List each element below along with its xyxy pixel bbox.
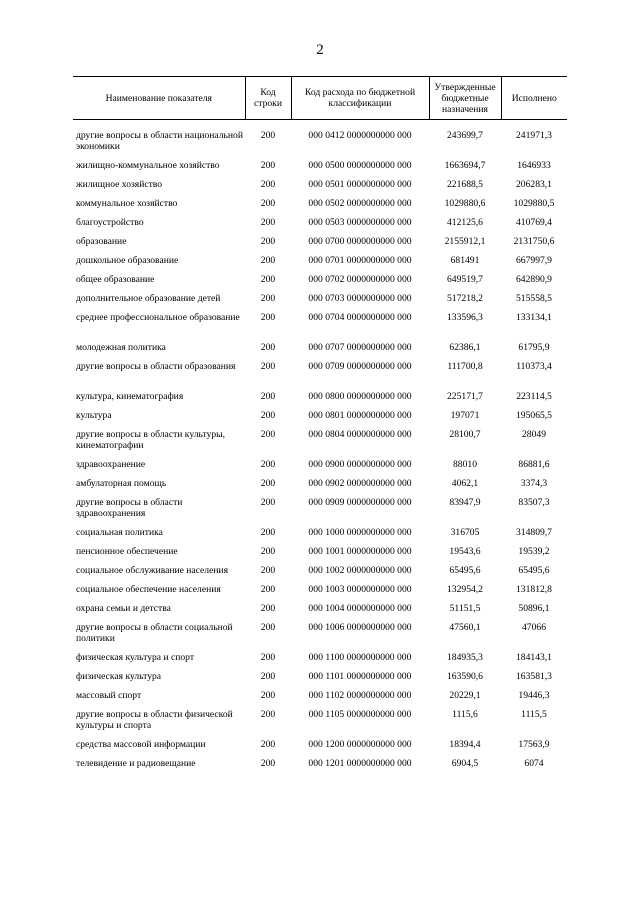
row-approved-value: 28100,7 xyxy=(449,429,481,440)
row-executed-value: 667997,9 xyxy=(516,255,552,266)
row-classification-code: 000 1001 0000000000 000 xyxy=(308,546,412,557)
row-approved-value: 1029880,6 xyxy=(444,198,486,209)
table-row xyxy=(73,198,567,217)
table-row xyxy=(73,652,567,671)
row-approved-value: 1663694,7 xyxy=(444,160,486,171)
row-approved-value: 83947,9 xyxy=(449,497,481,508)
row-indicator-name: пенсионное обеспечение xyxy=(76,546,178,557)
row-line-code: 200 xyxy=(260,565,276,576)
row-line-code: 200 xyxy=(260,546,276,557)
row-classification-code: 000 0702 0000000000 000 xyxy=(308,274,412,285)
row-line-code: 200 xyxy=(260,293,276,304)
row-classification-code: 000 0707 0000000000 000 xyxy=(308,342,412,353)
row-executed-value: 1029880,5 xyxy=(513,198,555,209)
row-approved-value: 243699,7 xyxy=(447,130,483,141)
row-indicator-name: среднее профессиональное образование xyxy=(76,312,240,323)
row-indicator-name: здравоохранение xyxy=(76,459,146,470)
row-classification-code: 000 1000 0000000000 000 xyxy=(308,527,412,538)
row-indicator-name: физическая культура xyxy=(76,671,162,682)
table-row xyxy=(73,391,567,410)
row-indicator-name: средства массовой информации xyxy=(76,739,206,750)
table-row xyxy=(73,459,567,478)
row-classification-code: 000 0700 0000000000 000 xyxy=(308,236,412,247)
row-indicator-name: жилищно-коммунальное хозяйство xyxy=(76,160,220,171)
row-executed-value: 50896,1 xyxy=(518,603,550,614)
row-classification-code: 000 1201 0000000000 000 xyxy=(308,758,412,769)
row-approved-value: 18394,4 xyxy=(449,739,481,750)
row-line-code: 200 xyxy=(260,217,276,228)
row-approved-value: 2155912,1 xyxy=(444,236,486,247)
row-executed-value: 65495,6 xyxy=(518,565,550,576)
budget-execution-table xyxy=(73,76,567,777)
row-executed-value: 17563,9 xyxy=(518,739,550,750)
row-indicator-name: другие вопросы в области национальной экономики xyxy=(76,130,243,152)
row-line-code: 200 xyxy=(260,410,276,421)
row-indicator-name: молодежная политика xyxy=(76,342,166,353)
row-approved-value: 1115,6 xyxy=(452,709,478,720)
row-line-code: 200 xyxy=(260,497,276,508)
row-approved-value: 316705 xyxy=(450,527,480,538)
row-classification-code: 000 1002 0000000000 000 xyxy=(308,565,412,576)
row-classification-code: 000 0709 0000000000 000 xyxy=(308,361,412,372)
row-indicator-name: коммунальное хозяйство xyxy=(76,198,178,209)
row-indicator-name: другие вопросы в области образования xyxy=(76,361,236,372)
row-executed-value: 131812,8 xyxy=(516,584,552,595)
row-line-code: 200 xyxy=(260,361,276,372)
row-line-code: 200 xyxy=(260,758,276,769)
row-approved-value: 133596,3 xyxy=(447,312,483,323)
row-executed-value: 206283,1 xyxy=(516,179,552,190)
row-approved-value: 184935,3 xyxy=(447,652,483,663)
table-row xyxy=(73,217,567,236)
table-row xyxy=(73,236,567,255)
row-executed-value: 28049 xyxy=(522,429,546,440)
table-row xyxy=(73,429,567,459)
row-executed-value: 515558,5 xyxy=(516,293,552,304)
row-line-code: 200 xyxy=(260,690,276,701)
table-row xyxy=(73,255,567,274)
table-row xyxy=(73,361,567,391)
table-row xyxy=(73,739,567,758)
row-line-code: 200 xyxy=(260,160,276,171)
row-line-code: 200 xyxy=(260,478,276,489)
row-indicator-name: амбулаторная помощь xyxy=(76,478,167,489)
row-classification-code: 000 0503 0000000000 000 xyxy=(308,217,412,228)
row-indicator-name: благоустройство xyxy=(76,217,144,228)
table-row xyxy=(73,179,567,198)
row-classification-code: 000 0704 0000000000 000 xyxy=(308,312,412,323)
row-approved-value: 225171,7 xyxy=(447,391,483,402)
row-indicator-name: другие вопросы в области культуры, кинематографии xyxy=(76,429,226,451)
row-approved-value: 65495,6 xyxy=(449,565,481,576)
table-row xyxy=(73,342,567,361)
row-classification-code: 000 0800 0000000000 000 xyxy=(308,391,412,402)
row-approved-value: 197071 xyxy=(450,410,480,421)
table-row xyxy=(73,671,567,690)
row-line-code: 200 xyxy=(260,198,276,209)
row-line-code: 200 xyxy=(260,603,276,614)
row-indicator-name: другие вопросы в области здравоохранения xyxy=(76,497,183,519)
row-executed-value: 6074 xyxy=(524,758,544,769)
row-executed-value: 86881,6 xyxy=(518,459,550,470)
row-line-code: 200 xyxy=(260,527,276,538)
row-approved-value: 649519,7 xyxy=(447,274,483,285)
row-executed-value: 47066 xyxy=(522,622,546,633)
row-indicator-name: социальное обеспечение населения xyxy=(76,584,221,595)
row-line-code: 200 xyxy=(260,255,276,266)
header-classification-code: Код расхода по бюджетной классификации xyxy=(291,77,429,120)
header-approved: Утвержденные бюджетные назначения xyxy=(429,77,501,120)
row-executed-value: 3374,3 xyxy=(520,478,548,489)
row-line-code: 200 xyxy=(260,459,276,470)
row-approved-value: 19543,6 xyxy=(449,546,481,557)
row-line-code: 200 xyxy=(260,312,276,323)
row-indicator-name: охрана семьи и детства xyxy=(76,603,171,614)
table-body xyxy=(73,120,567,778)
row-indicator-name: физическая культура и спорт xyxy=(76,652,195,663)
row-line-code: 200 xyxy=(260,179,276,190)
table-row xyxy=(73,546,567,565)
row-line-code: 200 xyxy=(260,274,276,285)
row-executed-value: 314809,7 xyxy=(516,527,552,538)
row-classification-code: 000 0502 0000000000 000 xyxy=(308,198,412,209)
table-row xyxy=(73,584,567,603)
row-approved-value: 6904,5 xyxy=(451,758,479,769)
row-classification-code: 000 0701 0000000000 000 xyxy=(308,255,412,266)
table-header xyxy=(73,77,567,120)
row-executed-value: 19446,3 xyxy=(518,690,550,701)
row-indicator-name: социальная политика xyxy=(76,527,163,538)
row-line-code: 200 xyxy=(260,709,276,720)
row-classification-code: 000 1100 0000000000 000 xyxy=(308,652,412,663)
row-line-code: 200 xyxy=(260,130,276,141)
row-line-code: 200 xyxy=(260,739,276,750)
row-line-code: 200 xyxy=(260,429,276,440)
row-approved-value: 681491 xyxy=(450,255,480,266)
row-classification-code: 000 1200 0000000000 000 xyxy=(308,739,412,750)
row-classification-code: 000 1006 0000000000 000 xyxy=(308,622,412,633)
row-approved-value: 111700,8 xyxy=(447,361,483,372)
row-indicator-name: дополнительное образование детей xyxy=(76,293,221,304)
table-row xyxy=(73,603,567,622)
row-line-code: 200 xyxy=(260,652,276,663)
row-line-code: 200 xyxy=(260,342,276,353)
row-approved-value: 4062,1 xyxy=(451,478,479,489)
row-classification-code: 000 1105 0000000000 000 xyxy=(308,709,412,720)
row-classification-code: 000 0900 0000000000 000 xyxy=(308,459,412,470)
row-executed-value: 642890,9 xyxy=(516,274,552,285)
row-approved-value: 62386,1 xyxy=(449,342,481,353)
row-classification-code: 000 0412 0000000000 000 xyxy=(308,130,412,141)
row-indicator-name: культура, кинематография xyxy=(76,391,184,402)
row-approved-value: 132954,2 xyxy=(447,584,483,595)
row-executed-value: 1646933 xyxy=(517,160,551,171)
table-row xyxy=(73,120,567,161)
row-executed-value: 2131750,6 xyxy=(513,236,555,247)
row-executed-value: 410769,4 xyxy=(516,217,552,228)
row-executed-value: 83507,3 xyxy=(518,497,550,508)
table-row xyxy=(73,478,567,497)
table-row xyxy=(73,527,567,546)
row-line-code: 200 xyxy=(260,236,276,247)
row-line-code: 200 xyxy=(260,671,276,682)
row-approved-value: 221688,5 xyxy=(447,179,483,190)
row-classification-code: 000 1101 0000000000 000 xyxy=(308,671,412,682)
row-executed-value: 241971,3 xyxy=(516,130,552,141)
table-row xyxy=(73,410,567,429)
row-indicator-name: другие вопросы в области социальной политики xyxy=(76,622,233,644)
page-number: 2 xyxy=(316,42,324,58)
row-approved-value: 517218,2 xyxy=(447,293,483,304)
row-executed-value: 223114,5 xyxy=(516,391,552,402)
table-row xyxy=(73,690,567,709)
row-approved-value: 47560,1 xyxy=(449,622,481,633)
header-executed: Исполнено xyxy=(501,77,567,120)
row-indicator-name: дошкольное образование xyxy=(76,255,179,266)
row-indicator-name: общее образование xyxy=(76,274,155,285)
row-executed-value: 61795,9 xyxy=(518,342,550,353)
row-indicator-name: телевидение и радиовещание xyxy=(76,758,196,769)
row-approved-value: 20229,1 xyxy=(449,690,481,701)
table-row xyxy=(73,622,567,652)
row-classification-code: 000 0909 0000000000 000 xyxy=(308,497,412,508)
table-row xyxy=(73,312,567,342)
table-row xyxy=(73,293,567,312)
row-indicator-name: жилищное хозяйство xyxy=(76,179,163,190)
row-classification-code: 000 0801 0000000000 000 xyxy=(308,410,412,421)
row-executed-value: 195065,5 xyxy=(516,410,552,421)
row-indicator-name: социальное обслуживание населения xyxy=(76,565,229,576)
header-indicator-name: Наименование показателя xyxy=(73,77,245,120)
row-indicator-name: культура xyxy=(76,410,112,421)
row-indicator-name: другие вопросы в области физической культуры и спорта xyxy=(76,709,233,731)
row-approved-value: 51151,5 xyxy=(449,603,481,614)
row-executed-value: 133134,1 xyxy=(516,312,552,323)
table-row xyxy=(73,758,567,777)
row-line-code: 200 xyxy=(260,391,276,402)
row-classification-code: 000 0500 0000000000 000 xyxy=(308,160,412,171)
row-indicator-name: массовый спорт xyxy=(76,690,142,701)
row-classification-code: 000 1102 0000000000 000 xyxy=(308,690,412,701)
row-classification-code: 000 0902 0000000000 000 xyxy=(308,478,412,489)
row-classification-code: 000 0703 0000000000 000 xyxy=(308,293,412,304)
row-classification-code: 000 0501 0000000000 000 xyxy=(308,179,412,190)
row-approved-value: 88010 xyxy=(453,459,477,470)
row-indicator-name: образование xyxy=(76,236,127,247)
row-approved-value: 163590,6 xyxy=(447,671,483,682)
table-row xyxy=(73,160,567,179)
row-executed-value: 110373,4 xyxy=(516,361,552,372)
table-row xyxy=(73,709,567,739)
table-row xyxy=(73,565,567,584)
table-row xyxy=(73,497,567,527)
row-executed-value: 19539,2 xyxy=(518,546,550,557)
row-classification-code: 000 1003 0000000000 000 xyxy=(308,584,412,595)
row-line-code: 200 xyxy=(260,622,276,633)
row-approved-value: 412125,6 xyxy=(447,217,483,228)
header-line-code: Код строки xyxy=(245,77,291,120)
row-executed-value: 1115,5 xyxy=(521,709,547,720)
row-classification-code: 000 0804 0000000000 000 xyxy=(308,429,412,440)
row-classification-code: 000 1004 0000000000 000 xyxy=(308,603,412,614)
table-row xyxy=(73,274,567,293)
row-executed-value: 184143,1 xyxy=(516,652,552,663)
row-executed-value: 163581,3 xyxy=(516,671,552,682)
row-line-code: 200 xyxy=(260,584,276,595)
